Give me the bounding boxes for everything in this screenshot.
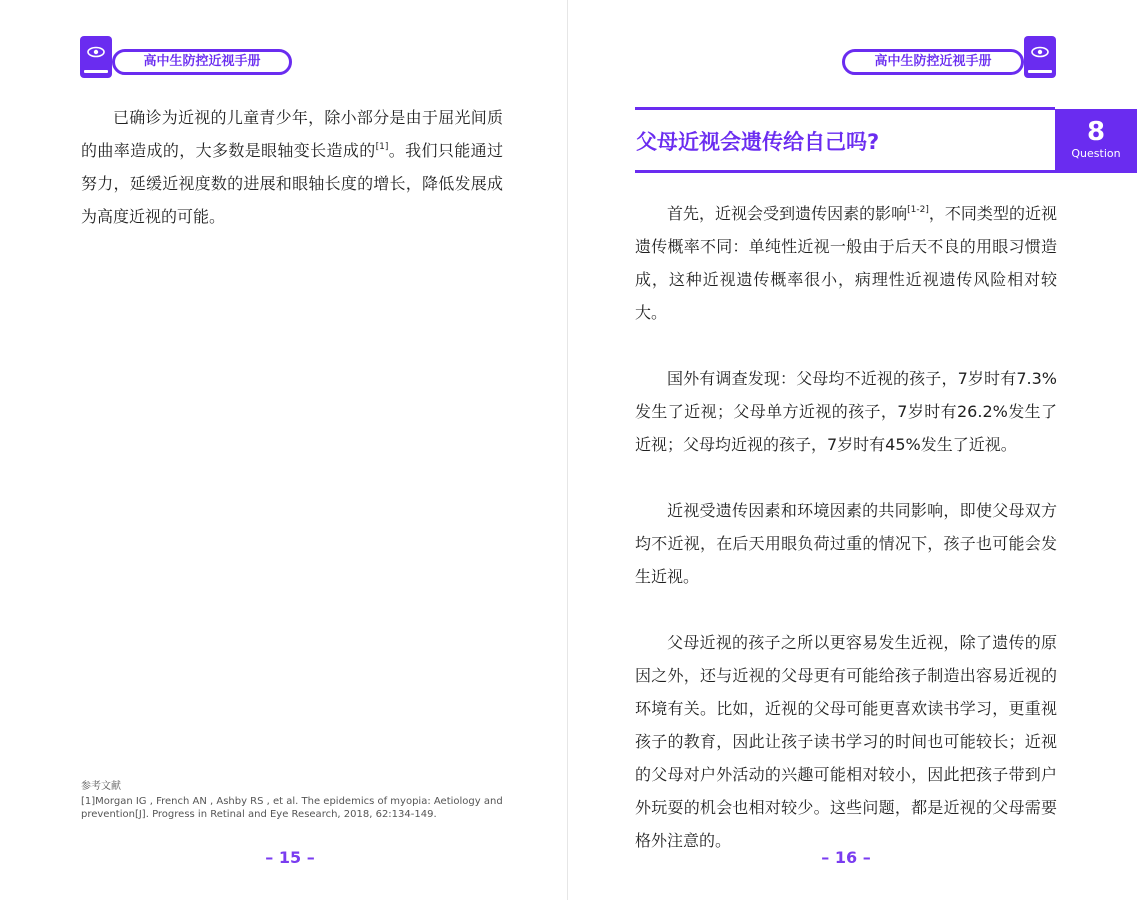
question-badge: [1055, 109, 1137, 173]
paragraph: 近视受遗传因素和环境因素的共同影响，即使父母双方均不近视，在后天用眼负荷过重的情况下，孩子也可能会发生近视。: [635, 501, 1057, 586]
paragraph: 首先，近视会受到遗传因素的影响[1-2]，不同类型的近视遗传概率不同：单纯性近视一般由于后天不良的用眼习惯造成，这种近视遗传概率很小，病理性近视遗传风险相对较大。: [635, 204, 1057, 322]
title-rule-top: [635, 107, 1055, 110]
reference-item: [1]Morgan IG , French AN , Ashby RS , et al. The epidemics of myopia: Aetiology and prevention[J]. Progress in Retinal and Eye Research, 2018, 62:134-149.: [81, 796, 503, 820]
title-rule-bottom: [635, 170, 1055, 173]
page-number: – 15 –: [265, 848, 315, 867]
book-icon: [1024, 36, 1056, 78]
references: [81, 780, 511, 821]
book-icon: [80, 36, 112, 78]
paragraph: 已确诊为近视的儿童青少年，除小部分是由于屈光间质的曲率造成的，大多数是眼轴变长造成的[1]。我们只能通过努力，延缓近视度数的进展和眼轴长度的增长，降低发展成为高度近视的可能。: [81, 108, 503, 226]
page-number: – 16 –: [821, 848, 871, 867]
header-title: 高中生防控近视手册: [112, 49, 292, 75]
question-label: Question: [1071, 147, 1121, 160]
eye-icon: [87, 46, 105, 58]
question-number: 8: [1086, 117, 1106, 147]
paragraph: 父母近视的孩子之所以更容易发生近视，除了遗传的原因之外，还与近视的父母更有可能给孩子制造出容易近视的环境有关。比如，近视的父母可能更喜欢读书学习，更重视孩子的教育，因此让孩子读书学习的时间也可能较长；近视的父母对户外活动的兴趣可能相对较小，因此把孩子带到户外玩耍的机会也相对较少。这些问题，都是近视的父母需要格外注意的。: [635, 633, 1057, 850]
left-body-text: [81, 101, 503, 233]
header-tab: [80, 36, 292, 78]
references-title: 参考文献: [81, 781, 121, 792]
question-title: 父母近视会遗传给自己吗?: [636, 130, 880, 154]
eye-icon: [1031, 46, 1049, 58]
right-body-text: [635, 197, 1057, 857]
paragraph: 国外有调查发现：父母均不近视的孩子，7岁时有7.3%发生了近视；父母单方近视的孩子，7岁时有26.2%发生了近视；父母均近视的孩子，7岁时有45%发生了近视。: [635, 369, 1057, 454]
header-title: 高中生防控近视手册: [842, 49, 1024, 75]
header-tab: [842, 36, 1056, 78]
left-page: [0, 0, 568, 900]
